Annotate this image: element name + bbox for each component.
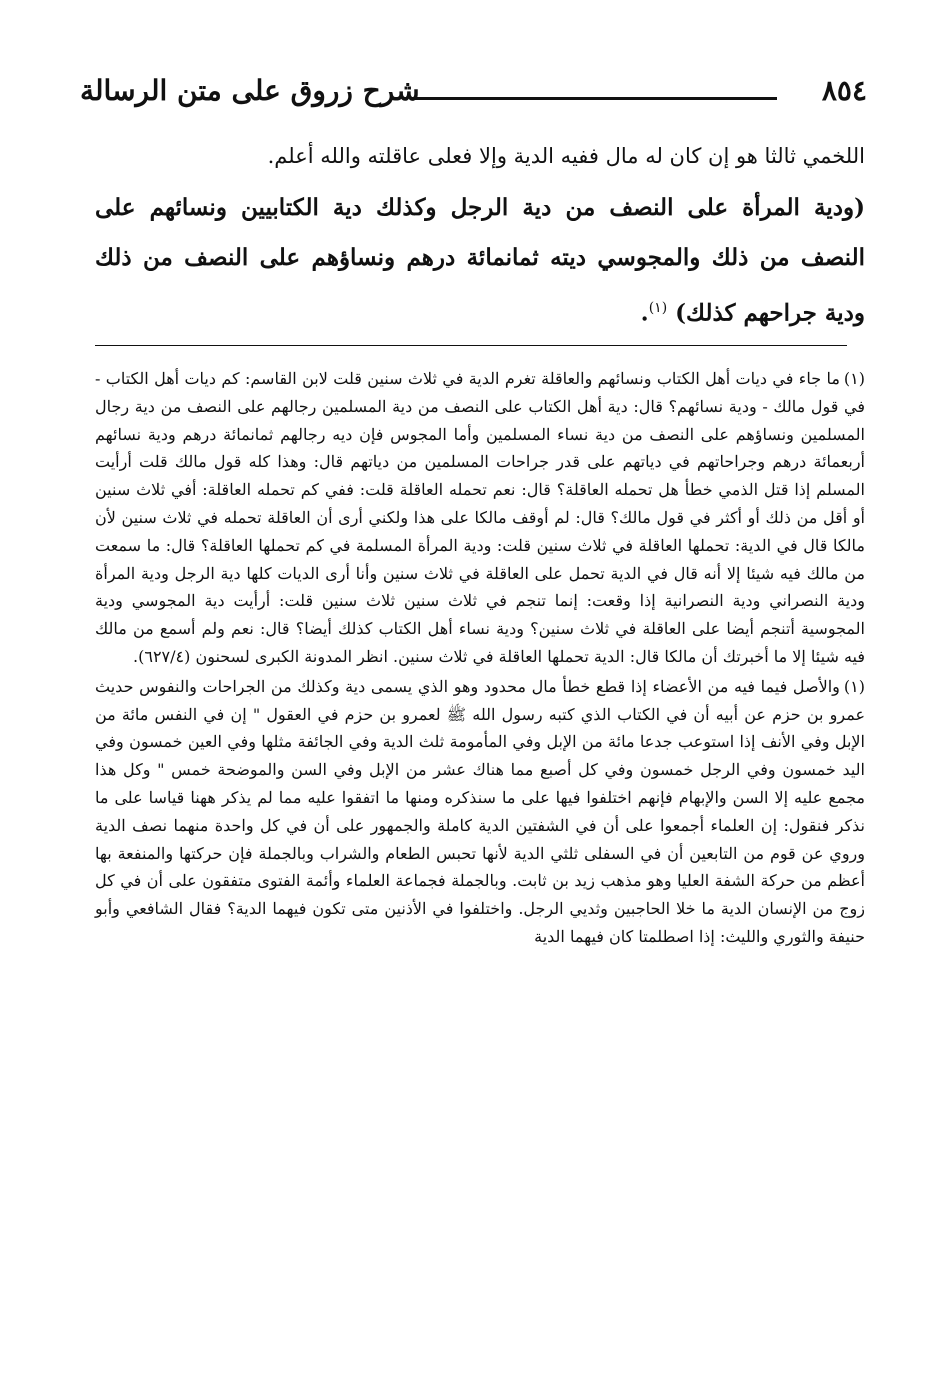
intro-line: اللخمي ثالثا هو إن كان له مال ففيه الدية وإلا فعلى عاقلته والله أعلم. [267,144,865,168]
footnote-marker: (١) [843,369,865,388]
footnote-separator [95,345,847,346]
page-header [80,70,867,118]
footnote-text: ما جاء في ديات أهل الكتاب ونسائهم والعاقلة تغرم الدية في ثلاث سنين قلت لابن القاسم: كم ديات أهل الكتاب - في قول مالك - ودية نسائهم؟ قال: دية أهل الكتاب على النصف من دية المسلمين رجالهم على النصف من دية رجال المسلمين ونساؤهم على النصف من دية نساء المسلمين وأما المجوس فإن ديه رجالهم ثمانمائة درهم ودية نسائهم أربعمائة درهم وجراحاتهم في دياتهم على قدر جراحات المسلمين من دياتهم قال: وهذا كله قول مالك قلت أرأيت المسلم إذا قتل الذمي خطأ هل تحمله العاقلة؟ قال: نعم تحمله العاقلة قلت: ففي كم تحمله العاقلة: أفي ثلاث سنين أو أقل من ذلك أو أكثر في قول مالك؟ قال: لم أوقف مالكا على هذا ولكني أرى أن العاقلة تحمله في ثلاث سنين لأن مالكا قال في الدية: تحملها العاقلة في ثلاث سنين قلت: ودية المرأة المسلمة في كم تحملها العاقلة؟ قال: ما سمعت من مالك فيه شيئا إلا أنه قال في الدية تحمل على العاقلة في ثلاث سنين وأنا أرى الديات كلها دية الرجل ودية المرأة ودية النصراني ودية النصرانية إذا وقعت: إنما تنجم في ثلاث سنين ثلاث سنين قلت: أرأيت دية المجوسي ودية المجوسية أتنجم أيضا على العاقلة في ثلاث سنين؟ ودية نساء أهل الكتاب كذلك أيضا؟ قال: نعم ولم أسمع من مالك فيه شيئا إلا ما أخبرتك أن مالكا قال: الدية تحملها العاقلة في ثلاث سنين. انظر المدونة الكبرى لسحنون (٦٢٧/٤). [95,369,866,666]
footnote-1 [95,365,865,671]
footnote-2 [95,673,865,951]
footnote-ref[interactable]: (١) [648,300,668,316]
running-title: شرح زروق على متن الرسالة [80,74,420,107]
main-text [95,135,865,339]
header-rule [410,97,777,100]
footnote-marker: (١) [843,676,866,696]
end-mark: . [640,299,649,327]
footnotes [95,365,865,953]
matn-quote [95,183,865,339]
page-number: ٨٥٤ [821,74,867,107]
matn-text: (ودية المرأة على النصف من دية الرجل وكذلك دية الكتابيين ونسائهم على النصف من ذلك والمجوسي ديته ثمانمائة درهم ونساؤهم على النصف من ذلك ودية جراحهم كذلك) [95,194,865,327]
footnote-text: والأصل فيما فيه من الأعضاء إذا قطع خطأ مال محدود وهو الذي يسمى دية وكذلك من الجراحات والنفوس حديث عمرو بن حزم عن أبيه أن في الكتاب الذي كتبه رسول الله ﷺ لعمرو بن حزم في العقول " إن في النفس مائة من الإبل وفي الأنف إذا استوعب جدعا مائة من الإبل وفي المأمومة ثلث الدية وفي الجائفة مثلها وفي العين خمسون وفي اليد خمسون وفي الرجل خمسون وفي كل أصبع مما هناك عشر من الإبل وفي السن والموضحة خمس " وكل هذا مجمع عليه إلا السن والإبهام فإنهم اختلفوا فيها على ما سنذكره ومنها ما اتفقوا عليه مما لم يذكر ههنا قياسا على ما نذكر فنقول: إن العلماء أجمعوا على أن في الشفتين الدية كاملة والجمهور على أن في كل واحدة منهما نصف الدية وروي عن قوم من التابعين أن في السفلى ثلثي الدية لأنها تحبس الطعام والشراب وبالجملة فإن حركتها والمنفعة بها أعظم من حركة الشفة العليا وهو مذهب زيد بن ثابت. وبالجملة فجماعة العلماء وأئمة الفتوى متفقون على أن في كل زوج من الإنسان الدية ما خلا الحاجبين وثديي الرجل. واختلفوا في الأذنين متى تكون فيهما الدية؟ فقال الشافعي وأبو حنيفة والثوري والليث: إذا اصطلمتا كان فيهما الدية [95,676,866,946]
